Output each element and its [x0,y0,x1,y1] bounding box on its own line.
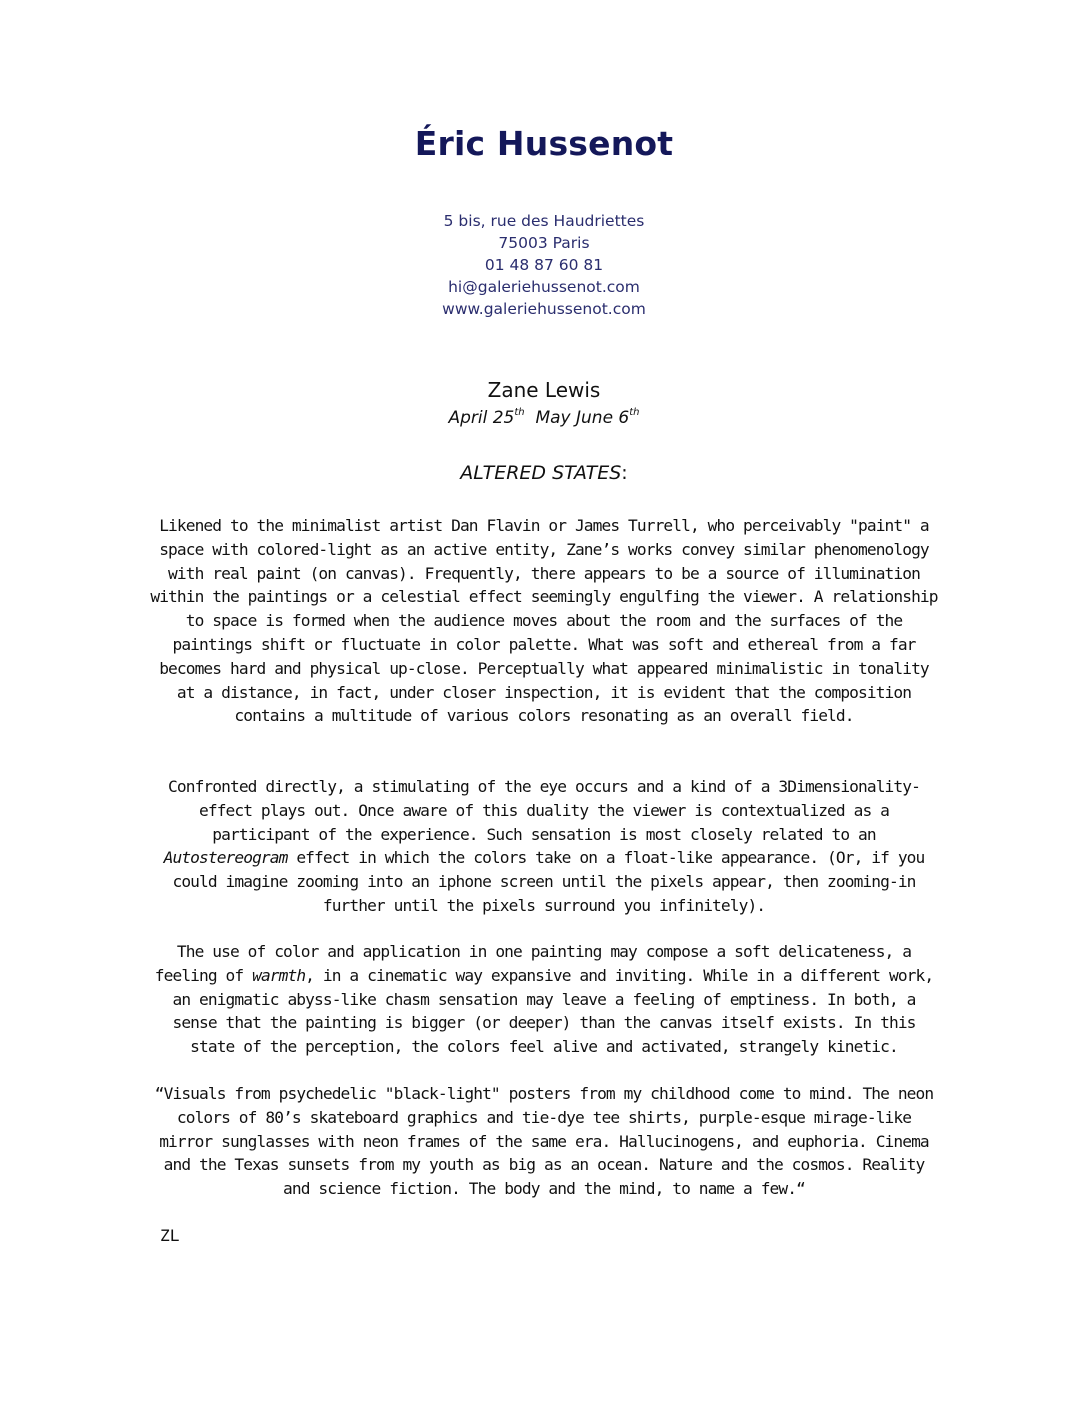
address-line-2: 75003 Paris [498,234,590,252]
artist-quote: “Visuals from psychedelic "black-light" posters from my childhood come to mind. The neon colors of 80’s skateboard graphics and tie-dye tee shirts, purple-esque mirage-like mirror sunglasses with neon frames of the same era. Hallucinogens, and euphoria. Cinema and the Texas sunsets from my youth as big as an ocean. Nature and the cosmos. Reality and science fiction. The body and the mind, to name a few.“ [154,1084,934,1199]
exhibition-title [0,462,1088,484]
artist-name: Zane Lewis [487,378,601,402]
paragraph-1: Likened to the minimalist artist Dan Flavin or James Turrell, who perceivably "paint" a space with colored-light as an active entity, Zane’s works convey similar phenomenology with real paint (on canvas). Frequently, there appears to be a source of illumination within the paintings or a celestial effect seemingly engulfing the viewer. A relationship to space is formed when the audience moves about the room and the surfaces of the paintings shift or fluctuate in color palette. What was soft and ethereal from a far becomes hard and physical up-close. Perceptually what appeared minimalistic in tonality at a distance, in fact, under closer inspection, it is evident that the composition contains a multitude of various colors resonating as an overall field. [150,516,938,726]
exhibition-title-text: ALTERED STATES [460,462,622,484]
paragraph-2-part-a: Confronted directly, a stimulating of the eye occurs and a kind of a 3Dimensionality-effect plays out. Once aware of this duality the viewer is contextualized as a participant of the experience. Such sensation is most closely related to an [168,777,920,844]
date-start: April 25 [448,408,515,428]
gallery-contact-block [0,210,1088,320]
exhibition-dates [0,408,1088,428]
paragraph-3-italic: warmth [252,965,306,985]
paragraph-3 [150,940,938,1059]
gallery-name: Éric Hussenot [414,124,674,163]
website-url: www.galeriehussenot.com [442,300,646,318]
artist-initials: ZL [160,1226,180,1245]
date-end-suffix: th [629,407,640,418]
phone-number: 01 48 87 60 81 [484,256,604,274]
date-end: May June 6 [535,408,630,428]
paragraph-3-part-b: , in a cinematic way expansive and inviting. While in a different work, an enigmatic abyss-like chasm sensation may leave a feeling of emptiness. In both, a sense that the painting is bigger (or deeper) than the canvas itself exists. In this state of the perception, the colors feel alive and activated, strangely kinetic. [172,965,934,1057]
exhibition-title-punct: : [621,462,628,484]
paragraph-2-part-b: effect in which the colors take on a float-like appearance. (Or, if you could imagine zooming into an iphone screen until the pixels appear, then zooming-in further until the pixels surround you infinitely). [172,848,925,915]
address-line-1: 5 bis, rue des Haudriettes [443,212,645,230]
paragraph-2-italic: Autostereogram [163,848,288,868]
date-start-suffix: th [514,407,525,418]
paragraph-3-part-a: The use of color and application in one painting may compose a soft delicateness, a feeling of [154,942,912,985]
paragraph-2 [150,775,938,918]
email-address: hi@galeriehussenot.com [448,278,640,296]
